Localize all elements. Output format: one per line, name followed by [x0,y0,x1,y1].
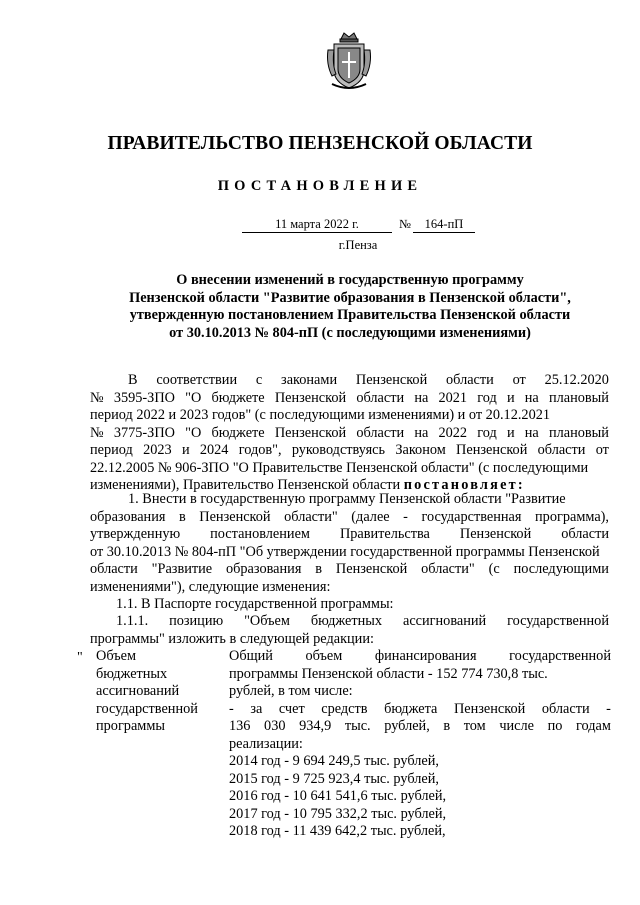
text-line [90,509,609,527]
subject-line: Пензенской области "Развитие образования в Пензенской области", [129,289,571,306]
subject-line: утвержденную постановлением Правительства Пензенской области [129,307,571,323]
word: "Развитие [151,561,213,577]
text-line [90,372,609,390]
word: позицию [169,613,224,629]
text-line [229,666,611,684]
word: на [414,424,429,441]
text-line [90,460,609,478]
word: постановлением [210,526,310,542]
word: Законом [395,442,446,458]
item-1-1-text: 1.1. В Паспорте государственной программы: [116,596,394,612]
word: программы" изложить в следующей редакции: [90,630,374,647]
word: области [446,372,494,388]
word: программы Пензенской области - 152 774 730,8 тыс. [229,665,548,682]
word: в [315,561,323,577]
word: в [178,508,186,525]
text-line [229,736,611,754]
word: соответствии [156,372,238,388]
word: (с [488,561,500,577]
word: 2016 год - 10 641 541,6 тыс. рублей, [229,788,447,804]
word: - [606,700,611,717]
word: образования [90,508,166,525]
decree-verb: постановляет: [403,477,525,493]
text-line [90,407,609,425]
city: г.Пенза [338,238,378,252]
word: Пензенской [335,561,408,577]
word: государственной [507,613,609,629]
text-line [229,683,611,701]
item-1-1-1-paragraph [90,613,609,648]
text-line [90,613,609,631]
text-line [229,648,611,666]
word: государственной [509,648,611,664]
word: счет [278,700,305,717]
word: Правительства [339,526,430,542]
word: государственная [421,508,522,525]
word: плановый [548,424,609,441]
word: 136 [229,718,251,734]
word: области [561,526,609,542]
text-line [90,544,609,562]
word: 1.1.1. [116,613,149,629]
word: Пензенской [456,442,528,458]
word: области [356,389,405,406]
word: (далее [351,508,390,525]
word: руководствуясь [291,442,386,458]
text-line [90,579,609,597]
word: 2014 год - 9 694 249,5 тыс. рублей, [229,753,439,769]
text-line [229,788,611,806]
word: образования [225,561,302,577]
word: от 30.10.2013 № 804-пП "Об утверждении государственной программы Пензенской [90,543,600,560]
word: числе [499,718,534,734]
document-number: 164-пП [413,216,475,233]
word: с [255,372,263,388]
word: изменениями), Правительство Пензенской области [90,477,404,493]
word: за [250,700,263,717]
word: период [90,442,133,458]
word: Пензенской [274,389,347,406]
word: № [90,389,104,406]
text-line [90,390,609,408]
word: "О [185,389,202,406]
word: от [512,372,526,388]
word: области [537,442,586,458]
word: годам [575,718,611,734]
item-1-1-paragraph [90,596,609,614]
table-left-line: Объем [96,648,137,664]
word: 2023 [143,442,172,458]
text-line [229,806,611,824]
word: реализации: [229,735,303,752]
word: программа), [535,508,609,525]
word: год [477,424,497,441]
word: и [506,424,515,441]
word: финансирования [374,648,477,664]
word: бюджете [211,424,265,441]
word: 2018 год - 11 439 642,2 тыс. рублей, [229,823,446,839]
word: 25.12.2020 [544,372,609,388]
word: и [181,442,190,458]
word: "Объем [244,613,290,629]
word: 1. Внести в государственную программу Пензенской области "Развитие [128,491,566,507]
text-line [229,771,611,789]
word: бюджета [384,700,438,717]
word: по [547,718,563,734]
word: области" [421,561,475,577]
word: ассигнований [402,613,487,629]
document-date: 11 марта 2022 г. [242,216,392,233]
word: от [595,442,609,458]
word: 2024 [199,442,229,458]
word: области [356,424,405,441]
word: объем [305,648,343,664]
table-left-line: бюджетных [96,665,168,682]
text-line [229,823,611,841]
word: В [128,372,138,388]
word: бюджетных [310,613,383,629]
word: Пензенской [453,700,526,717]
word: области" [284,508,338,525]
text-line [90,491,609,509]
word: на [414,389,429,406]
word: 030 [264,718,286,734]
word: 3595-ЗПО [113,389,175,406]
item-1-paragraph [90,491,609,596]
table-left-cell [96,648,216,736]
word: в [443,718,451,734]
word: области [541,700,590,717]
word: и [506,389,515,406]
table-left-line: программы [96,718,166,734]
text-line [90,561,609,579]
word: на [524,389,539,406]
word: средств [321,700,368,717]
word: том [463,718,486,734]
word: 2021 [438,389,468,406]
word: области [90,561,138,577]
word: № [90,424,104,441]
word: 22.12.2005 № 906-ЗПО "О Правительстве Пензенской области" (с последующими [90,459,589,476]
word: на [524,424,539,441]
coat-of-arms-emblem [324,30,374,94]
subject-line: О внесении изменений в государственную программу [176,272,524,288]
word: плановый [548,389,609,406]
word: год [477,389,497,406]
word: рублей, в том числе: [229,683,353,699]
preamble-paragraph [90,372,609,495]
opening-quote: " [77,650,83,665]
word: Пензенской [274,424,347,441]
word: - [229,700,234,717]
text-line [90,425,609,443]
document-type: ПОСТАНОВЛЕНИЕ [217,178,423,194]
document-subject [100,272,600,342]
table-right-cell [229,648,611,841]
word: Пензенской [199,508,271,525]
word: - [403,508,408,525]
word: последующими [513,561,609,577]
subject-line: от 30.10.2013 № 804-пП (с последующими изменениями) [169,324,531,341]
word: 3775-ЗПО [113,424,175,441]
word: законами [281,372,338,388]
text-line [229,701,611,719]
word: 2015 год - 9 725 923,4 тыс. рублей, [229,770,439,787]
number-sign: № [399,217,411,231]
word: Пензенской [459,526,532,542]
word: утвержденную [90,526,181,542]
word: 934,9 [299,718,332,734]
word: изменениями"), следующие изменения: [90,578,331,595]
word: бюджете [211,389,265,406]
word: период 2022 и 2023 годов" (с последующими изменениями) и от 20.12.2021 [90,407,551,423]
organization-title: ПРАВИТЕЛЬСТВО ПЕНЗЕНСКОЙ ОБЛАСТИ [107,133,533,154]
word: 2022 [438,424,468,441]
word: Пензенской [355,372,428,388]
table-left-line: государственной [96,700,198,717]
text-line [90,526,609,544]
text-line [90,442,609,460]
text-line [90,631,609,649]
text-line [229,753,611,771]
table-left-line: ассигнований [96,683,180,699]
word: тыс. [344,718,371,734]
word: годов", [238,442,282,458]
word: 2017 год - 10 795 332,2 тыс. рублей, [229,805,447,822]
word: рублей, [384,718,430,734]
word: "О [185,424,202,441]
text-line [229,718,611,736]
word: Общий [229,648,273,664]
